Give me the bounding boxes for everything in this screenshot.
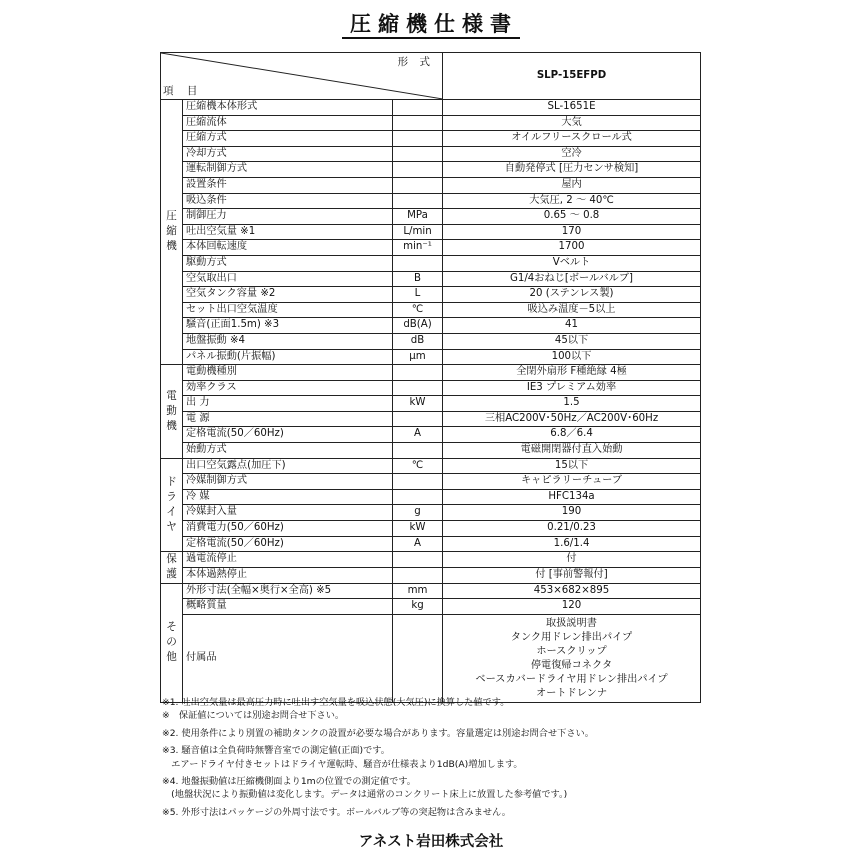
unit-label <box>393 615 443 703</box>
value-cell: 大気 <box>443 115 701 131</box>
item-label: 出口空気露点(加圧下) <box>183 458 393 474</box>
value-cell: 1700 <box>443 240 701 256</box>
value-cell: G1/4おねじ[ボールバルブ] <box>443 271 701 287</box>
accessory-item: 停電復帰コネクタ <box>530 659 613 671</box>
item-label: 電動機種別 <box>183 365 393 381</box>
item-label: 過電流停止 <box>183 552 393 568</box>
header-row <box>161 53 701 100</box>
unit-label: A <box>393 536 443 552</box>
unit-label <box>393 411 443 427</box>
note-1b: ※ 保証値については別途お問合せ下さい。 <box>162 710 345 722</box>
item-label: 駆動方式 <box>183 255 393 271</box>
item-label: パネル振動(片振幅) <box>183 349 393 365</box>
company-name: アネスト岩田株式会社 <box>358 834 504 850</box>
accessories-cell <box>443 615 701 703</box>
item-label: 設置条件 <box>183 177 393 193</box>
unit-label: mm <box>393 583 443 599</box>
note-5: ※5. 外形寸法はパッケージの外周寸法です。ボールバルブ等の突起物は含みません。 <box>162 806 511 818</box>
value-cell: Vベルト <box>443 255 701 271</box>
spec-row <box>161 115 701 131</box>
item-label: 項 目 <box>163 85 203 98</box>
item-label: 電 源 <box>183 411 393 427</box>
unit-label: g <box>393 505 443 521</box>
value-cell: 15以下 <box>443 458 701 474</box>
unit-label: min⁻¹ <box>393 240 443 256</box>
header-diagonal-cell <box>161 53 443 100</box>
item-label: 冷媒制御方式 <box>183 474 393 490</box>
model-name: SLP-15EFPD <box>443 53 701 100</box>
value-cell: 6.8／6.4 <box>443 427 701 443</box>
value-cell: 0.21/0.23 <box>443 521 701 537</box>
value-cell: 三相AC200V･50Hz／AC200V･60Hz <box>443 411 701 427</box>
page-title <box>0 8 862 38</box>
spec-row <box>161 489 701 505</box>
spec-row <box>161 521 701 537</box>
title-text: 圧縮機仕様書 <box>342 12 520 39</box>
spec-row <box>161 271 701 287</box>
value-cell: IE3 プレミアム効率 <box>443 380 701 396</box>
unit-label <box>393 365 443 381</box>
value-cell: 付 <box>443 552 701 568</box>
note-1: ※1. 吐出空気量は最高圧力時に吐出す空気量を吸込状態(大気圧)に換算した値です。 <box>162 697 510 708</box>
value-cell: 吸込み温度－5以上 <box>443 302 701 318</box>
value-cell: 100以下 <box>443 349 701 365</box>
spec-row <box>161 380 701 396</box>
value-cell: 453×682×895 <box>443 583 701 599</box>
item-label: 効率クラス <box>183 380 393 396</box>
item-label: 地盤振動 ※4 <box>183 333 393 349</box>
item-label: 定格電流(50／60Hz) <box>183 536 393 552</box>
item-label: 制御圧力 <box>183 209 393 225</box>
spec-row <box>161 583 701 599</box>
value-cell: 1.6/1.4 <box>443 536 701 552</box>
unit-label <box>393 100 443 116</box>
spec-row <box>161 552 701 568</box>
value-cell: 空冷 <box>443 146 701 162</box>
item-label: 圧縮機本体形式 <box>183 100 393 116</box>
category-cell <box>161 100 183 365</box>
value-cell: オイルフリースクロール式 <box>443 131 701 147</box>
item-label: 圧縮方式 <box>183 131 393 147</box>
value-cell: 41 <box>443 318 701 334</box>
unit-label <box>393 177 443 193</box>
footnotes <box>162 696 722 819</box>
value-cell: 0.65 ～ 0.8 <box>443 209 701 225</box>
note-2: ※2. 使用条件により別置の補助タンクの設置が必要な場合があります。容量選定は別途お問合せ下さい。 <box>162 727 594 739</box>
category-label: そ の 他 <box>166 621 177 664</box>
unit-label <box>393 443 443 459</box>
item-label: 本体過熱停止 <box>183 568 393 584</box>
unit-label: A <box>393 427 443 443</box>
value-cell: SL-1651E <box>443 100 701 116</box>
spec-row <box>161 177 701 193</box>
spec-row <box>161 318 701 334</box>
spec-row <box>161 599 701 615</box>
value-cell: 全閉外扇形 F種絶縁 4極 <box>443 365 701 381</box>
spec-row <box>161 349 701 365</box>
spec-row <box>161 146 701 162</box>
unit-label <box>393 255 443 271</box>
spec-row <box>161 193 701 209</box>
item-label: 騒音(正面1.5m) ※3 <box>183 318 393 334</box>
spec-row <box>161 568 701 584</box>
accessory-item: オートドレンナ <box>535 687 608 699</box>
unit-label: L/min <box>393 224 443 240</box>
item-label: 吐出空気量 ※1 <box>183 224 393 240</box>
unit-label: dB(A) <box>393 318 443 334</box>
spec-row-accessories <box>161 615 701 703</box>
item-label: 空気タンク容量 ※2 <box>183 287 393 303</box>
spec-row <box>161 240 701 256</box>
accessory-item: 取扱説明書 <box>546 618 597 629</box>
item-label: 冷却方式 <box>183 146 393 162</box>
item-label: 付属品 <box>183 615 393 703</box>
form-label: 形 式 <box>397 56 435 68</box>
accessory-item: ベースカバードライヤ用ドレン排出パイプ <box>475 673 668 685</box>
unit-label <box>393 115 443 131</box>
unit-label: L <box>393 287 443 303</box>
unit-label: μm <box>393 349 443 365</box>
item-label: セット出口空気温度 <box>183 302 393 318</box>
value-cell: 45以下 <box>443 333 701 349</box>
unit-label: kW <box>393 396 443 412</box>
accessory-item: タンク用ドレン排出パイプ <box>510 631 633 643</box>
spec-row <box>161 365 701 381</box>
item-label: 概略質量 <box>183 599 393 615</box>
unit-label <box>393 131 443 147</box>
unit-label: ℃ <box>393 302 443 318</box>
spec-row <box>161 255 701 271</box>
value-cell: 電磁開閉器付直入始動 <box>443 443 701 459</box>
unit-label: ℃ <box>393 458 443 474</box>
category-cell <box>161 458 183 552</box>
item-label: 冷 媒 <box>183 489 393 505</box>
unit-label <box>393 193 443 209</box>
note-4: ※4. 地盤振動値は圧縮機側面より1mの位置での測定値です。 <box>162 776 416 788</box>
item-label: 運転制御方式 <box>183 162 393 178</box>
item-label: 外形寸法(全幅×奥行×全高) ※5 <box>183 583 393 599</box>
value-cell: 1.5 <box>443 396 701 412</box>
category-cell <box>161 365 183 459</box>
item-label: 吸込条件 <box>183 193 393 209</box>
unit-label <box>393 489 443 505</box>
spec-row <box>161 100 701 116</box>
note-3b: エアードライヤ付きセットはドライヤ運転時、騒音が仕様表より1dB(A)増加します。 <box>162 758 523 770</box>
unit-label: kg <box>393 599 443 615</box>
spec-row <box>161 536 701 552</box>
value-cell: 20 (ステンレス製) <box>443 287 701 303</box>
category-label: ド ラ イ ヤ <box>166 475 177 533</box>
value-cell: 屋内 <box>443 177 701 193</box>
unit-label: dB <box>393 333 443 349</box>
value-cell: 大気圧, 2 ～ 40℃ <box>443 193 701 209</box>
spec-row <box>161 458 701 474</box>
unit-label <box>393 568 443 584</box>
unit-label <box>393 380 443 396</box>
item-label: 出 力 <box>183 396 393 412</box>
value-cell: 自動発停式 [圧力センサ検知] <box>443 162 701 178</box>
item-label: 始動方式 <box>183 443 393 459</box>
spec-row <box>161 209 701 225</box>
spec-row <box>161 302 701 318</box>
spec-row <box>161 443 701 459</box>
spec-table <box>160 52 701 703</box>
spec-row <box>161 396 701 412</box>
category-cell <box>161 552 183 584</box>
spec-row <box>161 287 701 303</box>
value-cell: 190 <box>443 505 701 521</box>
spec-row <box>161 224 701 240</box>
unit-label <box>393 552 443 568</box>
item-label: 空気取出口 <box>183 271 393 287</box>
category-label: 保 護 <box>166 553 177 581</box>
note-3: ※3. 騒音値は全負荷時無響音室での測定値(正面)です。 <box>162 745 390 757</box>
category-label: 圧 縮 機 <box>166 210 177 253</box>
unit-label <box>393 162 443 178</box>
value-cell: 170 <box>443 224 701 240</box>
note-4b: (地盤状況により振動値は変化します。データは通常のコンクリート床上に放置した参考値です。) <box>162 789 568 801</box>
spec-row <box>161 333 701 349</box>
value-cell: キャピラリーチューブ <box>443 474 701 490</box>
spec-row <box>161 505 701 521</box>
unit-label: B <box>393 271 443 287</box>
unit-label <box>393 146 443 162</box>
value-cell: HFC134a <box>443 489 701 505</box>
unit-label: kW <box>393 521 443 537</box>
item-label: 消費電力(50／60Hz) <box>183 521 393 537</box>
spec-row <box>161 162 701 178</box>
value-cell: 120 <box>443 599 701 615</box>
category-cell <box>161 583 183 703</box>
unit-label <box>393 474 443 490</box>
item-label: 圧縮流体 <box>183 115 393 131</box>
item-label: 定格電流(50／60Hz) <box>183 427 393 443</box>
value-cell: 付 [事前警報付] <box>443 568 701 584</box>
spec-row <box>161 427 701 443</box>
category-label: 電 動 機 <box>166 389 177 432</box>
item-label: 本体回転速度 <box>183 240 393 256</box>
unit-label: MPa <box>393 209 443 225</box>
spec-row <box>161 411 701 427</box>
spec-row <box>161 474 701 490</box>
spec-row <box>161 131 701 147</box>
accessory-item: ホースクリップ <box>536 645 607 657</box>
item-label: 冷媒封入量 <box>183 505 393 521</box>
